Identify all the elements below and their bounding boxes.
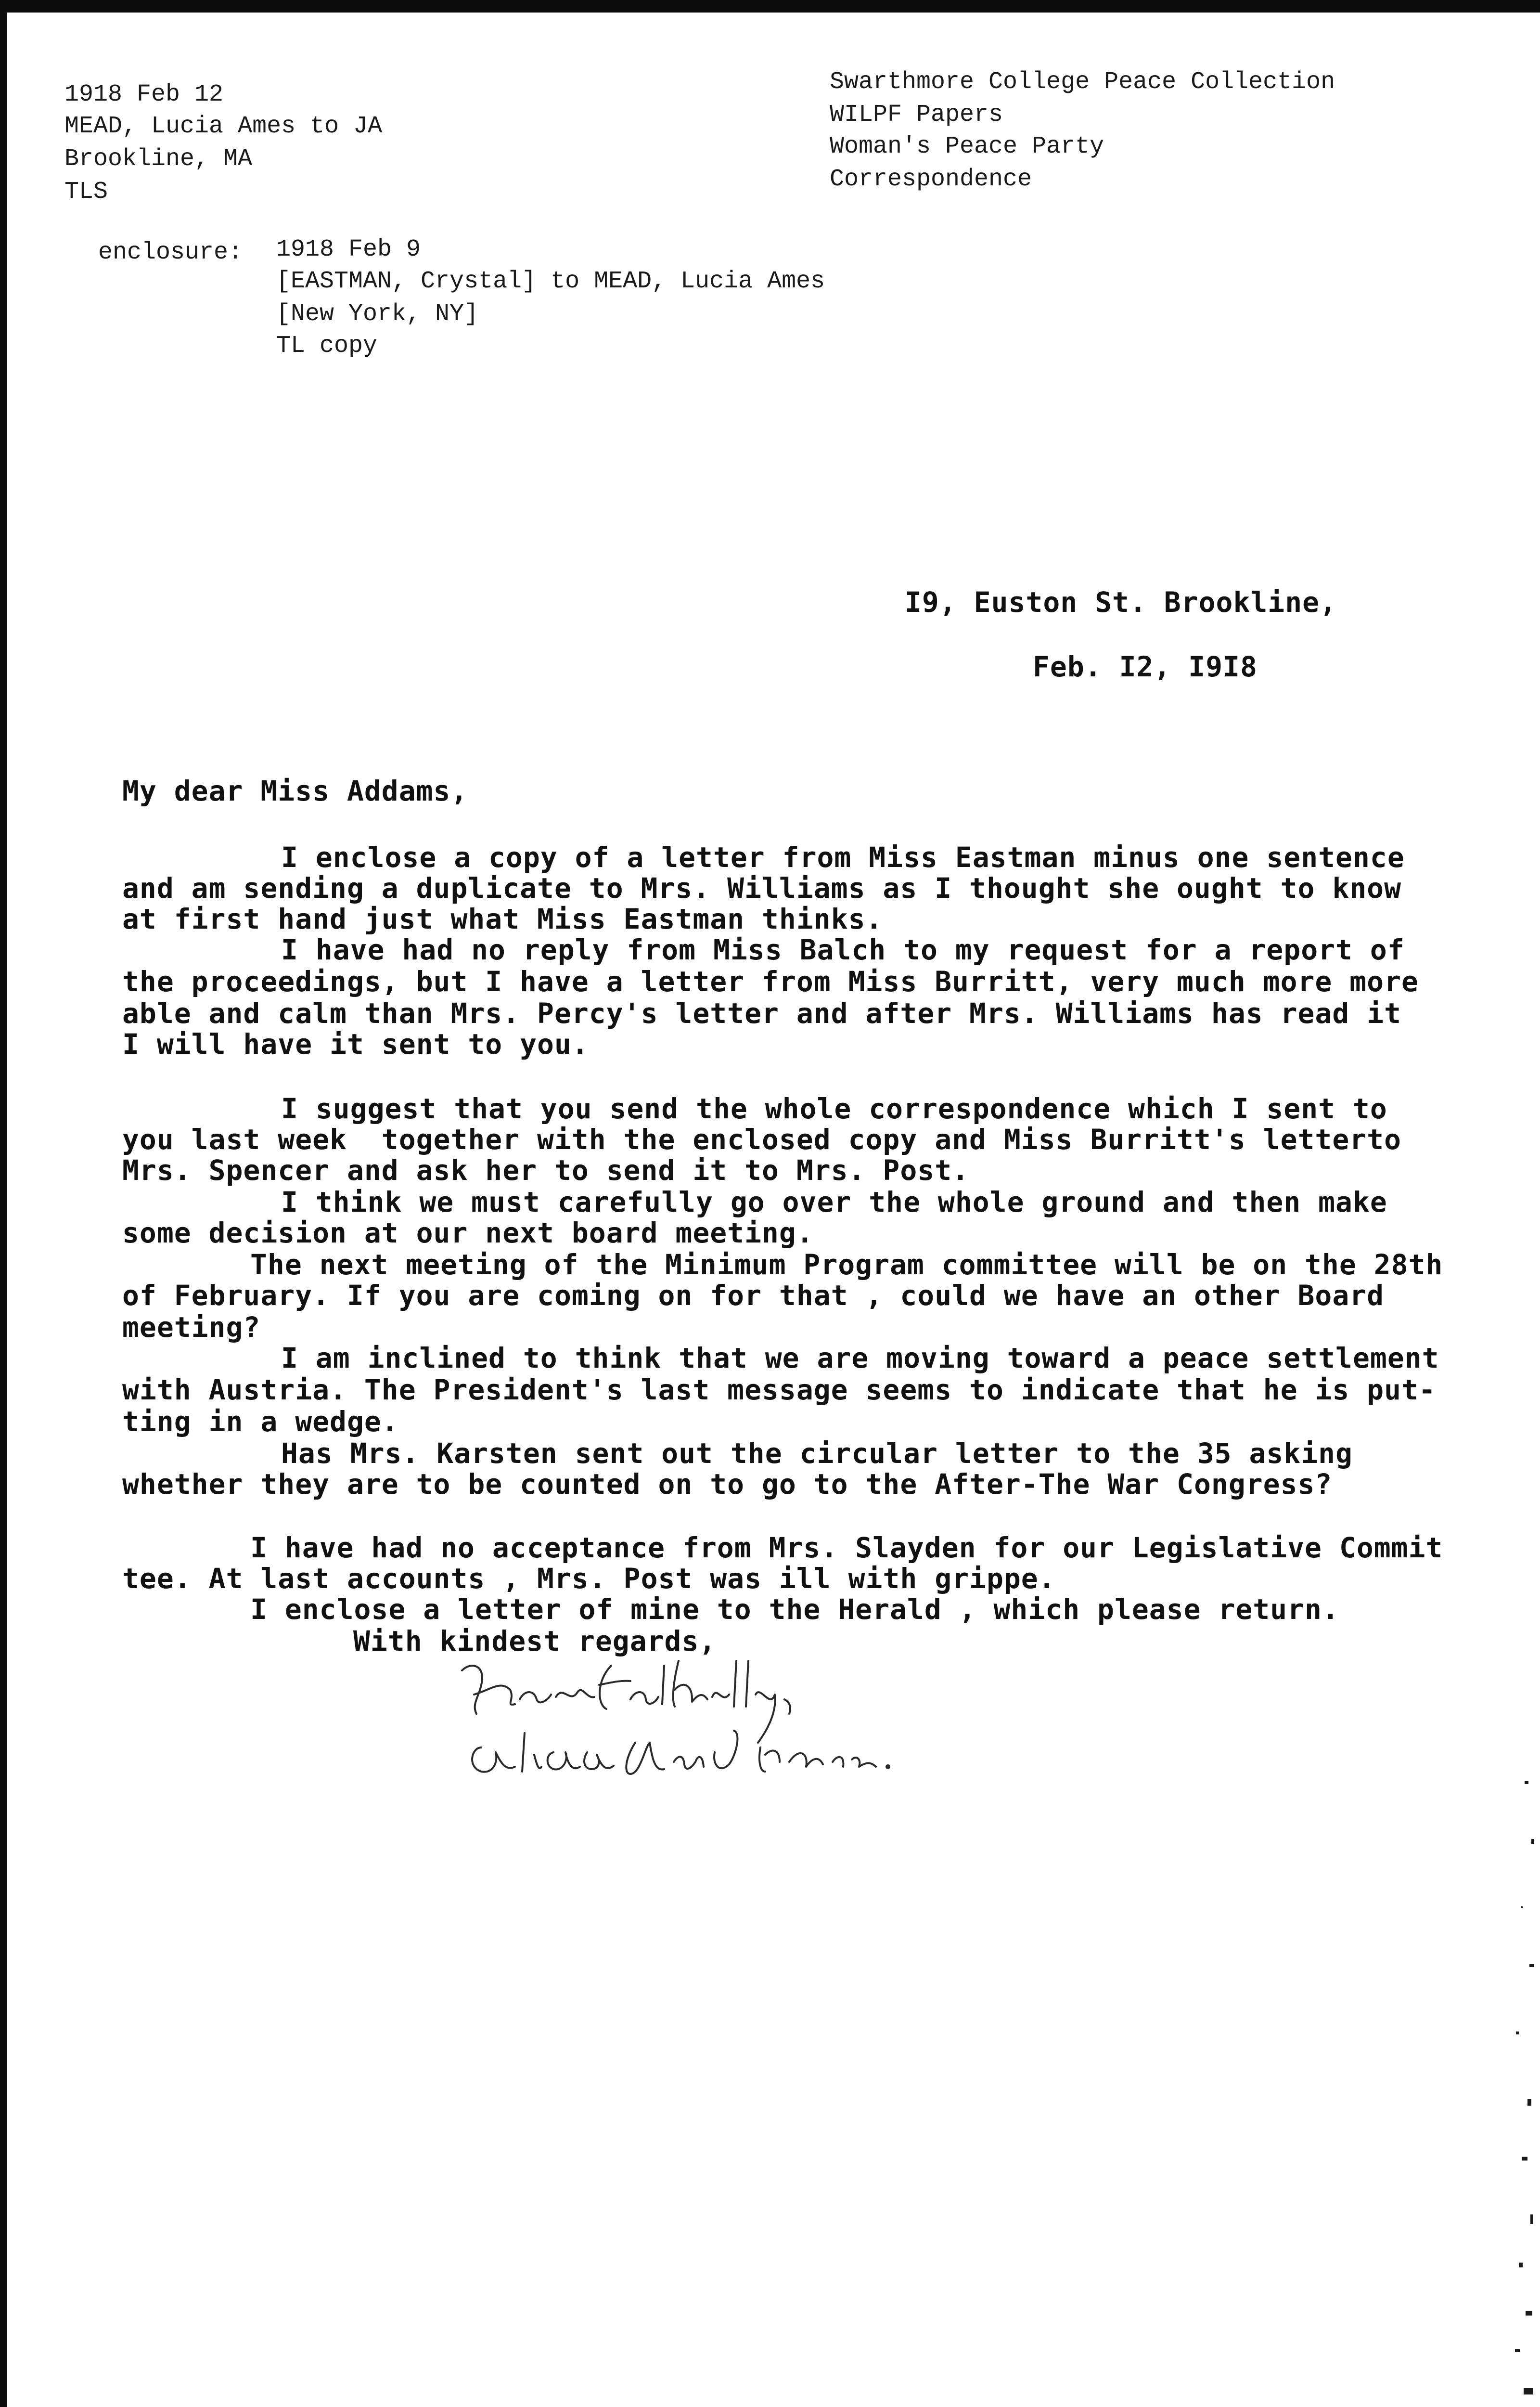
body-line: tee. At last accounts , Mrs. Post was ill with grippe. [122, 1562, 1056, 1595]
handwritten-signature [452, 1651, 1030, 1805]
body-line: some decision at our next board meeting. [122, 1216, 814, 1249]
enclosure-label: enclosure: [98, 239, 243, 266]
letter-date: Feb. I2, I9I8 [1033, 650, 1258, 683]
body-line: I have had no reply from Miss Balch to my request for a report of [281, 933, 1405, 966]
body-line: whether they are to be counted on to go to the After-The War Congress? [122, 1468, 1333, 1501]
archive-subseries: Correspondence [830, 166, 1032, 193]
closing-regards: With kindest regards, [353, 1625, 717, 1657]
body-line: at first hand just what Miss Eastman thinks. [122, 903, 883, 935]
body-line: I will have it sent to you. [122, 1028, 589, 1061]
enclosure-correspondents: [EASTMAN, Crystal] to MEAD, Lucia Ames [276, 268, 825, 295]
body-line: I think we must carefully go over the whole ground and then make [281, 1186, 1387, 1218]
scan-border-top [0, 0, 1540, 13]
body-line: and am sending a duplicate to Mrs. Williams as I thought she ought to know [122, 872, 1402, 905]
archive-place: Brookline, MA [64, 145, 253, 173]
archive-type: TLS [64, 178, 108, 206]
body-line: Has Mrs. Karsten sent out the circular letter to the 35 asking [281, 1437, 1353, 1470]
body-line: I am inclined to think that we are moving toward a peace settlement [281, 1342, 1439, 1374]
sender-address: I9, Euston St. Brookline, [905, 586, 1337, 619]
body-line: meeting? [122, 1311, 261, 1344]
body-line: I suggest that you send the whole correspondence which I sent to [281, 1092, 1387, 1125]
body-line: The next meeting of the Minimum Program committee will be on the 28th [250, 1248, 1443, 1281]
archive-series: Woman's Peace Party [830, 133, 1104, 160]
enclosure-type: TL copy [276, 332, 378, 360]
body-line: ting in a wedge. [122, 1405, 399, 1438]
scan-border-left [0, 0, 7, 2407]
body-line: I have had no acceptance from Mrs. Slayden for our Legislative Commit [250, 1531, 1443, 1564]
body-line: I enclose a letter of mine to the Herald , which please return. [250, 1593, 1339, 1626]
body-line: the proceedings, but I have a letter from Miss Burritt, very much more more [122, 965, 1419, 998]
enclosure-place: [New York, NY] [276, 300, 479, 328]
body-line: you last week together with the enclosed copy and Miss Burritt's letterto [122, 1123, 1402, 1156]
body-line: with Austria. The President's last message seems to indicate that he is put- [122, 1373, 1436, 1406]
archive-collection: Swarthmore College Peace Collection [830, 68, 1335, 96]
archive-date: 1918 Feb 12 [64, 81, 224, 108]
archive-papers: WILPF Papers [830, 101, 1003, 129]
scan-edge-artifact [1487, 1762, 1540, 2407]
body-line: of February. If you are coming on for that , could we have an other Board [122, 1279, 1385, 1312]
enclosure-date: 1918 Feb 9 [276, 236, 421, 263]
body-line: I enclose a copy of a letter from Miss Eastman minus one sentence [281, 841, 1405, 874]
salutation: My dear Miss Addams, [122, 775, 468, 807]
body-line: able and calm than Mrs. Percy's letter and after Mrs. Williams has read it [122, 997, 1402, 1030]
body-line: Mrs. Spencer and ask her to send it to Mrs. Post. [122, 1154, 970, 1187]
archive-correspondents: MEAD, Lucia Ames to JA [64, 113, 383, 140]
